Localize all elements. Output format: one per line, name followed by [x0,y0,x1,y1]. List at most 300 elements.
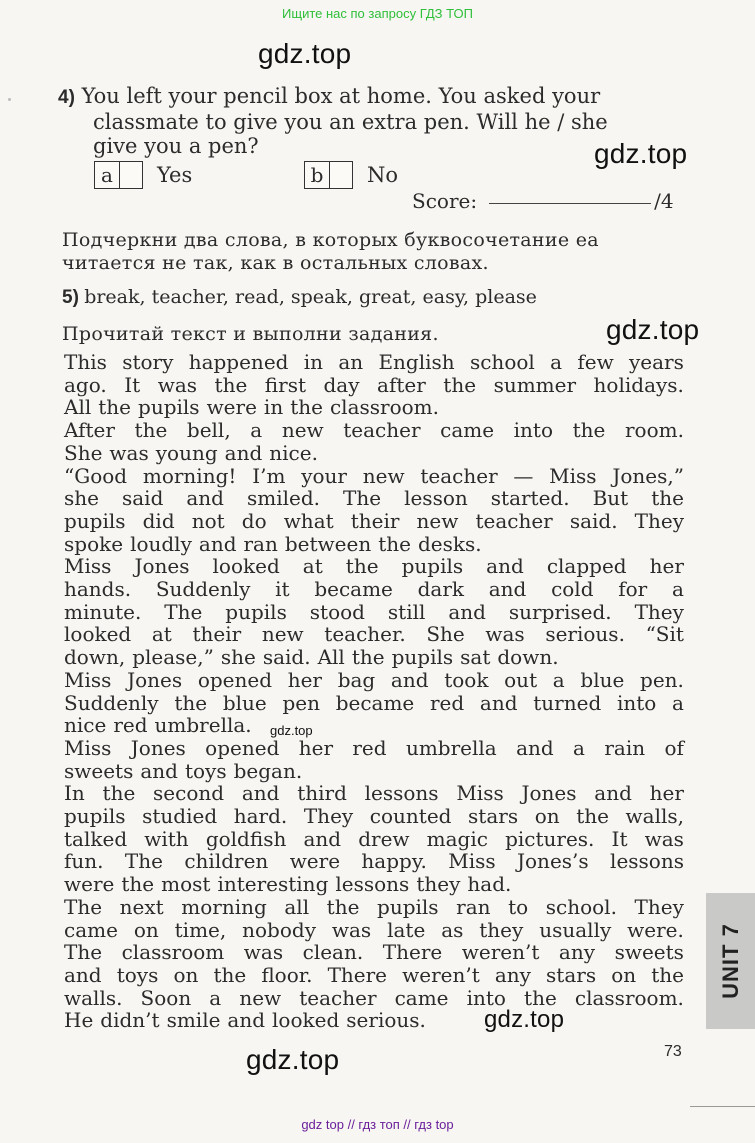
watermark-q4: gdz.top [594,138,688,169]
story-word: the [345,554,379,579]
story-word: day [323,372,360,397]
story-word: new [362,463,405,488]
story-word: story [122,350,174,374]
story-word: classroom. [329,395,439,420]
story-line [64,510,684,533]
story-word: began. [233,758,303,783]
story-line [64,919,684,942]
story-word: and [64,962,102,987]
story-word: lesson [404,486,468,511]
story-word: It [611,826,628,851]
story-line [64,850,684,873]
story-word: teacher. [324,622,406,647]
story-word: In [64,781,85,806]
story-word: into [466,985,506,1010]
story-word: turned [533,690,602,715]
story-word: Miss [64,667,112,692]
story-word: the [651,486,684,511]
story-word: was [644,826,684,851]
unit-tab [706,893,755,1029]
story-word: pupils [225,599,287,624]
story-line [64,828,684,851]
story-word: Miss [549,463,597,488]
story-word: The [164,599,203,624]
story-word: next [119,894,164,919]
story-word: interesting [217,872,329,897]
story-word: All [317,645,345,670]
story-line [64,533,684,556]
story-word: and [479,690,518,715]
story-word: She [426,622,465,647]
story-word: out [504,667,538,692]
story-word: took [444,667,489,692]
story-word: she [220,645,256,670]
score-label: Score: [412,189,478,213]
story-word: her [298,735,334,760]
story-word: pupils [64,508,126,533]
story-word: The [64,894,103,919]
q4-text-2: classmate to give you an extra pen. Will he / she [93,110,608,134]
story-word: the [121,872,155,897]
score-blank[interactable] [489,203,651,204]
story-word: Miss [64,554,112,579]
story-word: second [153,781,225,806]
story-word: pupils [377,894,439,919]
story-word: fun. [64,849,104,874]
story-line [64,578,684,601]
story-word: the [98,395,132,420]
story-word: — [513,463,534,488]
story-word: bag [337,667,376,692]
story-word: drew [358,826,410,851]
story-word: nice [64,713,107,738]
story-word: new [261,622,304,647]
story-word: on [173,962,199,987]
story-word: down. [497,645,559,670]
story-word: and [303,826,342,851]
story-word: late [387,917,426,942]
story-word: floor. [261,962,313,987]
story-word: red [352,735,387,760]
story-word: to [508,894,529,919]
story-word: rain [604,735,646,760]
story-word: looked [212,554,280,579]
story-word: sat [460,645,491,670]
watermark-bottom: gdz.top [246,1044,340,1075]
story-word: was [485,622,525,647]
story-word: smile [166,1008,221,1033]
story-word: I’m [252,463,286,488]
story-word: teacher [475,508,553,533]
story-word: Jones’s [517,849,589,874]
story-line [64,896,684,919]
story-word: holidays. [593,372,684,397]
story-line [64,487,684,510]
story-word: They [634,508,684,533]
story-word: the [572,418,606,443]
story-word: looked [272,1008,340,1033]
story-word: what [283,508,334,533]
story-word: room. [624,418,684,443]
story-word: and [227,1008,266,1033]
story-word: Jones [134,554,190,579]
story-word: blue [580,667,625,692]
story-word: between [284,531,372,556]
story-word: They [634,894,684,919]
option-a-label: Yes [157,163,193,187]
story-word: after [377,372,426,397]
story-word: on [133,917,159,942]
story-word: Jones,” [612,463,684,488]
footer-links[interactable]: gdz top // гдз топ // гдз top [301,1117,454,1132]
story-word: pupils [64,804,126,829]
scan-dot [8,98,11,101]
story-line [64,714,684,737]
story-word: said [121,486,164,511]
story-line [64,465,684,488]
story-word: walls, [625,804,684,829]
story-word: There [327,962,388,987]
story-word: her [649,781,684,806]
story-word: for [618,577,648,602]
story-word: your [301,463,347,488]
watermark-inline-small: gdz.top [270,723,313,738]
story-word: blue [222,690,267,715]
story-word: came [394,985,449,1010]
page-number: 73 [664,1043,682,1060]
story-line [64,623,684,646]
story-word: the [378,531,411,556]
story-word: did [142,508,175,533]
story-word: became [335,690,415,715]
story-word: smiled. [246,486,321,511]
story-word: years [628,350,684,374]
story-word: young [155,440,218,465]
unit-tab-label: UNIT 7 [717,923,743,999]
story-word: usually [539,917,612,942]
story-word: happy. [361,849,427,874]
story-word: looked [64,622,132,647]
story-word: Suddenly [64,690,159,715]
story-line [64,351,684,374]
story-word: minute. [64,599,142,624]
story-word: The [64,940,103,965]
story-word: in [263,395,284,420]
story-word: not [191,508,225,533]
option-b-label: No [367,163,399,187]
story-word: teacher [420,463,498,488]
story-word: and [140,758,178,783]
story-word: as [441,917,464,942]
bottom-rule [690,1106,755,1107]
story-word: sweets [614,940,684,965]
story-word: started. [490,486,570,511]
story-word: happened [188,350,289,374]
story-text [64,351,684,1032]
story-word: and [224,440,263,465]
story-word: and [486,554,524,579]
story-word: serious. [346,1008,426,1033]
story-word: the [290,395,323,420]
option-a-letter: a [95,162,120,188]
story-line [64,646,684,669]
story-word: nobody [242,917,316,942]
story-word: still [387,599,426,624]
story-word: walls. [64,985,123,1010]
story-word: on [611,962,637,987]
top-banner[interactable]: Ищите нас по запросу ГДЗ ТОП [282,6,473,21]
option-b-letter: b [305,162,330,188]
story-word: do [241,508,267,533]
story-word: nice. [269,440,318,465]
instruction-read: Прочитай текст и выполни задания. [62,323,439,345]
story-word: the [214,372,248,397]
story-word: She [64,440,103,465]
story-word: red [113,713,148,738]
story-word: a [552,667,565,692]
story-word: and [198,531,237,556]
story-word: the [651,962,684,987]
story-word: and [488,577,527,602]
story-word: He [64,1008,94,1033]
story-line [64,941,684,964]
story-word: Miss [64,735,112,760]
story-word: the [524,985,557,1010]
story-word: ago. [64,372,107,397]
story-word: sweets [64,758,134,783]
story-word: English [378,350,455,374]
story-word: counted [369,804,452,829]
story-word: few [577,350,614,374]
story-word: Miss [448,849,496,874]
story-word: with [144,826,189,851]
story-word: the [326,894,360,919]
story-word: said. [262,645,311,670]
story-word: down, [64,645,126,670]
story-word: Jones [130,735,186,760]
story-word: classroom [121,940,225,965]
story-word: the [443,372,477,397]
score-field [412,189,674,213]
story-word: were [64,872,115,897]
story-word: pupils [391,645,454,670]
watermark-instruction: gdz.top [606,314,700,345]
story-word: first [264,372,306,397]
story-word: was [109,440,149,465]
story-word: the [134,418,168,443]
story-word: and [594,781,632,806]
story-word: and [186,486,224,511]
q4-text-1: You left your pencil box at home. You asked your [81,84,601,108]
story-word: classroom. [574,985,684,1010]
story-word: pen [282,690,320,715]
story-word: any [494,962,531,987]
story-line [64,555,684,578]
story-word: morning! [142,463,237,488]
story-word: bell, [186,418,231,443]
story-word: “Good [64,463,128,488]
story-word: clapped [546,554,627,579]
story-word: came [64,917,118,942]
story-word: new [416,508,459,533]
story-word: Miss [456,781,504,806]
story-word: were [206,395,257,420]
story-word: dark [417,577,465,602]
story-word: teacher [299,985,377,1010]
story-line [64,692,684,715]
story-word: toys [184,758,227,783]
story-word: in [303,350,324,374]
story-word: spoke [64,531,124,556]
story-word: It [124,372,141,397]
instruction-underline-line-1: Подчеркни два слова, в которых буквосочетание ea [62,229,599,251]
story-line [64,760,684,783]
story-word: loudly [130,531,192,556]
story-word: school. [545,894,617,919]
story-word: Suddenly [155,577,251,602]
story-word: was [157,372,198,397]
instruction-underline-line-2: читается не так, как в остальных словах. [62,252,489,274]
story-word: morning [181,894,267,919]
story-line [64,1009,684,1032]
story-word: surprised. [508,599,612,624]
story-word: at [302,554,323,579]
story-word: at [151,622,172,647]
story-word: most [161,872,211,897]
story-word: cold [551,577,594,602]
story-word: goldfish [205,826,287,851]
story-word: the [576,804,609,829]
story-word: desks. [418,531,482,556]
story-word: she [64,486,99,511]
option-a-checkbox[interactable] [94,161,143,189]
option-b[interactable] [304,161,398,189]
story-word: They [634,599,684,624]
story-word: teacher [343,418,421,443]
story-word: the [174,690,208,715]
story-word: a [250,418,263,443]
story-word: of [664,735,684,760]
story-word: a [550,350,563,374]
q4-text-3: give you a pen? [93,134,259,158]
story-word: weren’t [402,962,480,987]
story-word: weren’t [461,940,540,965]
story-line [64,601,684,624]
score-max: /4 [654,189,674,213]
story-word: ran [243,531,278,556]
story-word: After [64,418,115,443]
q5-words: break, teacher, read, speak, great, easy, please [84,286,537,308]
story-word: into [616,690,657,715]
story-line [64,396,684,419]
story-word: stars [468,804,519,829]
story-line [64,964,684,987]
q5-number: 5) [62,287,79,308]
story-word: the [102,781,136,806]
story-word: ran [456,894,491,919]
story-word: “Sit [645,622,684,647]
story-word: and [241,781,280,806]
story-word: stood [309,599,365,624]
story-line [64,442,684,465]
watermark-end-of-text: gdz.top [484,1006,565,1033]
story-word: opened [205,735,280,760]
story-word: They [303,804,354,829]
story-word: didn’t [100,1008,160,1033]
story-word: clean. [302,940,364,965]
story-word: it [275,577,290,602]
story-word: pupils [401,554,464,579]
story-word: magic [426,826,488,851]
story-word: stars [546,962,597,987]
story-word: umbrella. [154,713,252,738]
story-word: hard. [233,804,288,829]
story-word: the [213,962,247,987]
story-word: were. [627,917,684,942]
watermark-header: gdz.top [258,38,352,69]
story-word: studied [142,804,218,829]
story-word: their [350,508,400,533]
option-a[interactable] [94,161,192,189]
story-word: they [416,872,461,897]
story-word: This [64,350,107,374]
story-line [64,737,684,760]
story-word: time, [174,917,227,942]
story-word: became [314,577,393,602]
story-word: lessons [364,781,439,806]
story-word: said. [569,508,618,533]
story-word: Jones [127,667,183,692]
story-word: There [382,940,443,965]
story-word: they [479,917,524,942]
q4-line-1 [58,84,688,110]
story-word: pupils [138,395,200,420]
story-word: a [672,690,684,715]
story-word: third [297,781,347,806]
story-word: The [124,849,163,874]
story-word: pen. [640,667,684,692]
story-word: All [64,395,92,420]
story-word: pictures. [505,826,595,851]
story-line [64,669,684,692]
story-word: red [430,690,465,715]
story-word: opened [197,667,273,692]
story-word: Soon [140,985,192,1010]
story-word: children [184,849,269,874]
instruction-underline [62,229,682,275]
option-b-checkbox[interactable] [304,161,353,189]
story-word: their [192,622,242,647]
story-word: was [331,917,372,942]
story-word: an [338,350,364,374]
story-line [64,782,684,805]
story-word: umbrella [405,735,497,760]
q4-number: 4) [58,87,75,108]
story-line [64,873,684,896]
story-word: summer [493,372,577,397]
story-word: her [649,554,684,579]
story-line [64,987,684,1010]
story-word: a [209,985,222,1010]
story-word: lessons [335,872,410,897]
story-word: any [558,940,596,965]
story-word: The [343,486,382,511]
story-line [64,374,684,397]
story-word: toys [116,962,159,987]
story-word: Jones [521,781,577,806]
story-line [64,419,684,442]
story-word: new [239,985,282,1010]
